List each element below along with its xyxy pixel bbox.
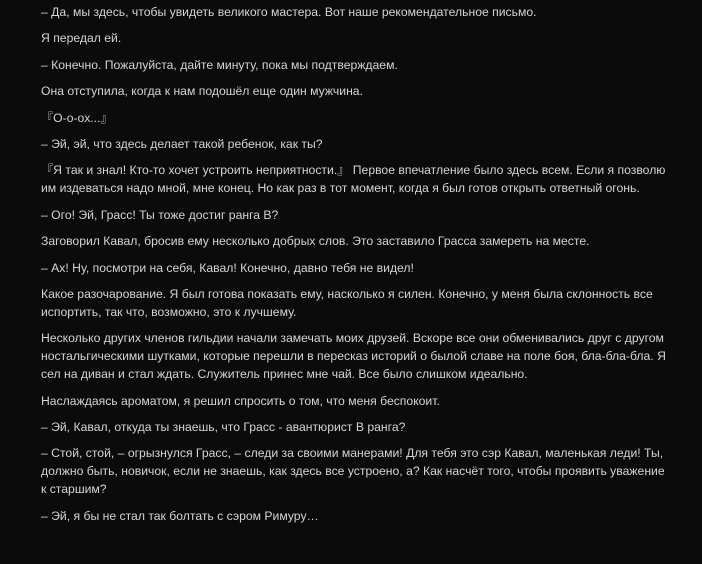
paragraph: – Ого! Эй, Грасс! Ты тоже достиг ранга B? [41, 207, 279, 222]
paragraph: 『О-о-ох...』 [41, 110, 113, 125]
paragraph: – Ах! Ну, посмотри на себя, Кавал! Конечно, давно тебя не видел! [41, 260, 414, 275]
paragraph: 『Я так и знал! Кто-то хочет устроить неприятности.』 Первое впечатление было здесь всем. Если я позволю им издеваться надо мной, мне конец. Но как раз в тот момент, когда я был готов открыть ответный огонь. [41, 163, 666, 196]
paragraph: Несколько других членов гильдии начали замечать моих друзей. Вскоре все они обменивались друг с другом ностальгическими шутками, которые перешли в пересказ историй о былой славе на поле боя, бла-бла-бла. Я сел на диван и стал ждать. Служитель принес мне чай. Все было слишком идеально. [41, 331, 666, 382]
paragraph: – Эй, Кавал, откуда ты знаешь, что Грасс - авантюрист B ранга? [41, 420, 406, 435]
paragraph: Какое разочарование. Я был готова показать ему, насколько я силен. Конечно, у меня была склонность все испортить, так что, возможно, это к лучшему. [41, 286, 653, 319]
paragraph: – Конечно. Пожалуйста, дайте минуту, пока мы подтверждаем. [41, 57, 398, 72]
paragraph: Заговорил Кавал, бросив ему несколько добрых слов. Это заставило Грасса замереть на месте. [41, 234, 590, 249]
paragraph: Я передал ей. [41, 31, 122, 46]
paragraph: Она отступила, когда к нам подошёл еще один мужчина. [41, 84, 363, 99]
paragraph: – Эй, я бы не стал так болтать с сэром Римуру… [41, 508, 319, 523]
paragraph: Наслаждаясь ароматом, я решил спросить о том, что меня беспокоит. [41, 393, 440, 408]
chapter-text [41, 3, 671, 533]
paragraph: – Стой, стой, – огрызнулся Грасс, – следи за своими манерами! Для тебя это сэр Кавал, маленькая леди! Ты, должно быть, новичок, если не знаешь, как здесь все устроено, а? Как насчёт того, чтобы проявить уважение к старшим? [41, 446, 665, 497]
paragraph: – Да, мы здесь, чтобы увидеть великого мастера. Вот наше рекомендательное письмо. [41, 5, 537, 19]
paragraph: – Эй, эй, что здесь делает такой ребенок, как ты? [41, 136, 323, 151]
